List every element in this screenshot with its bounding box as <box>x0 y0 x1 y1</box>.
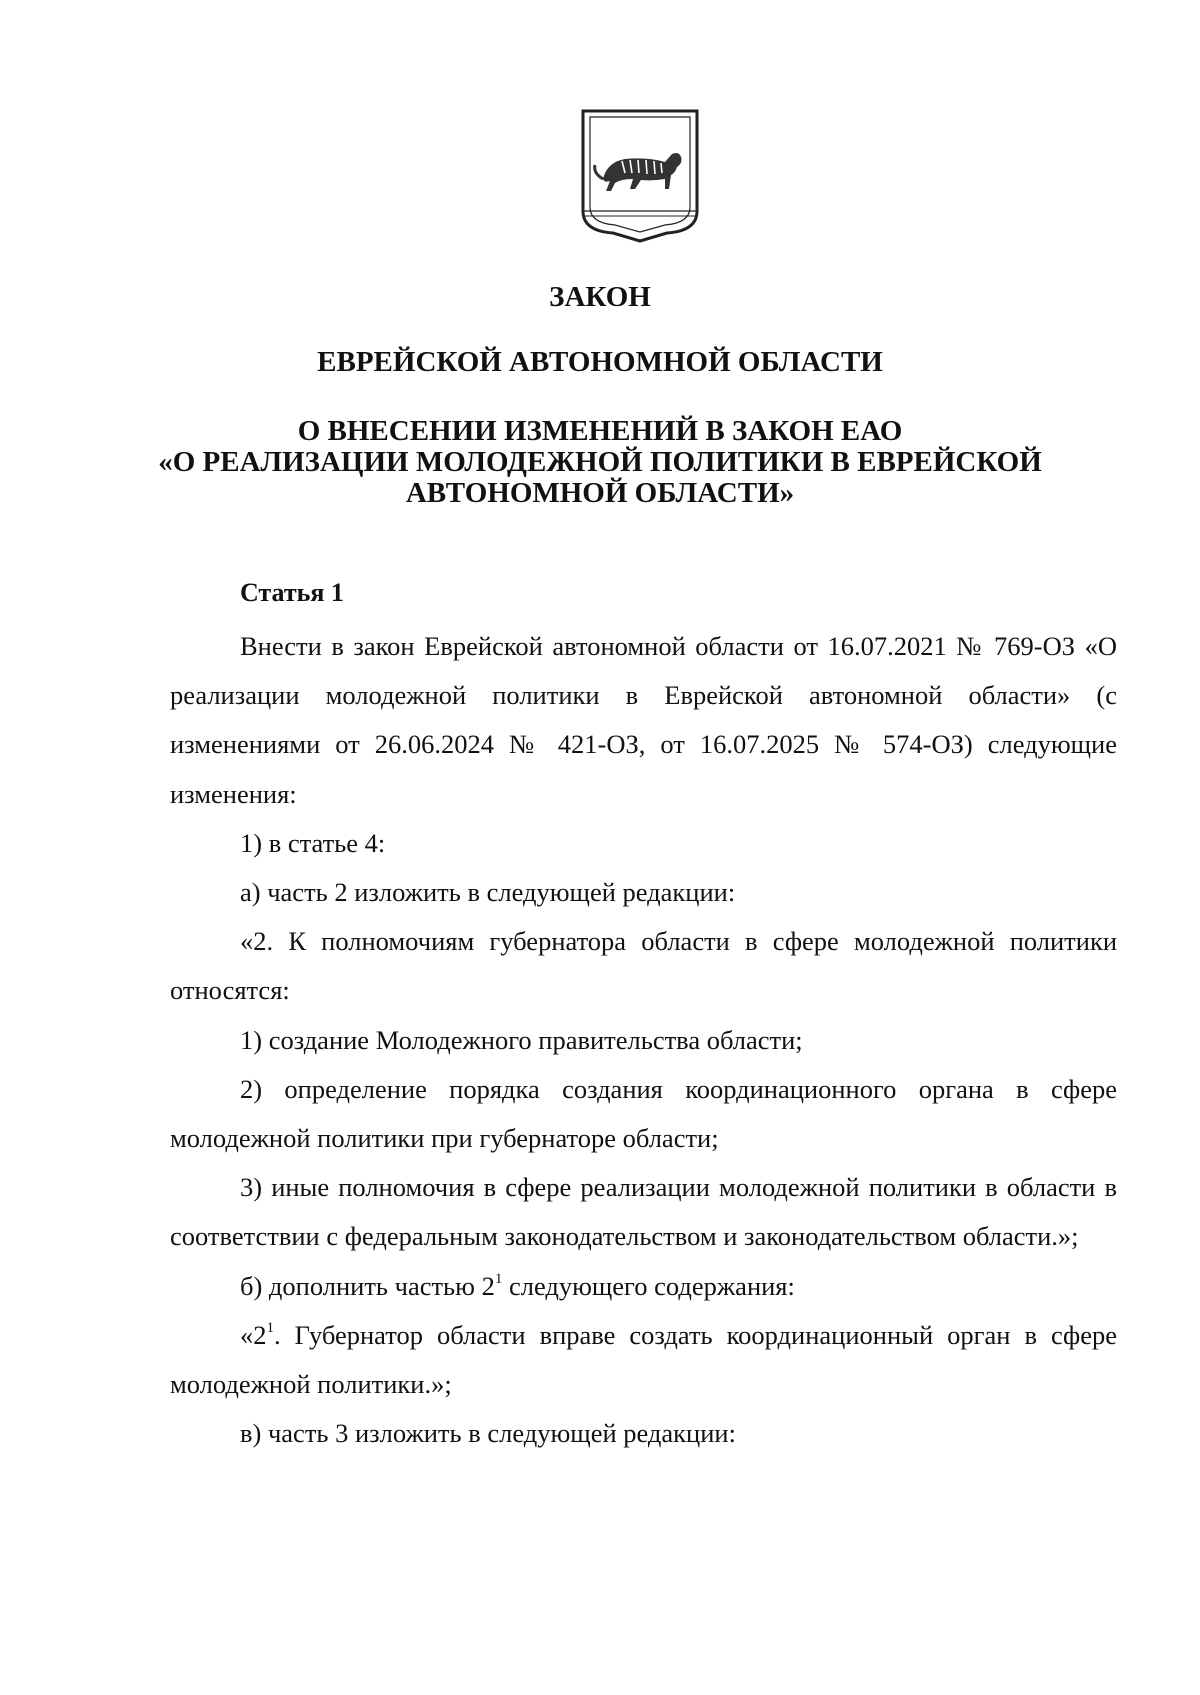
coat-of-arms-emblem <box>577 107 703 244</box>
item-1b-prefix: б) дополнить частью 2 <box>240 1270 495 1301</box>
article-heading: Статья 1 <box>240 578 344 607</box>
document-type-heading: ЗАКОН <box>549 281 651 313</box>
quoted-subitem-2: 2) определение порядка создания координационного органа в сфере молодежной политики при губернаторе области; <box>170 1073 1117 1154</box>
quoted-subitem-1: 1) создание Молодежного правительства области; <box>240 1024 803 1055</box>
item-1b-superscript: 1 <box>494 1270 503 1287</box>
article-intro-paragraph: Внести в закон Еврейской автономной области от 16.07.2021 № 769-ОЗ «О реализации молодежной политики в Еврейской автономной области» (с изменениями от 26.06.2024 № 421-ОЗ, от 16.07.2025 № 574-ОЗ) следующие изменения: <box>170 631 1117 809</box>
quoted-subitem-3: 3) иные полномочия в сфере реализации молодежной политики в области в соответствии с федеральным законодательством и законодательством области.»; <box>170 1172 1117 1252</box>
tiger-shield-icon <box>577 107 703 244</box>
amendment-item-1v: в) часть 3 изложить в следующей редакции: <box>240 1418 736 1449</box>
region-heading: ЕВРЕЙСКОЙ АВТОНОМНОЙ ОБЛАСТИ <box>317 346 883 378</box>
law-title-line-2: «О РЕАЛИЗАЦИИ МОЛОДЕЖНОЙ ПОЛИТИКИ В ЕВРЕЙСКОЙ <box>158 446 1042 478</box>
article-body <box>170 622 1117 1458</box>
quoted-part-2-1 <box>170 1311 1117 1409</box>
amendment-item-1a: а) часть 2 изложить в следующей редакции: <box>240 877 736 908</box>
law-title-line-3: АВТОНОМНОЙ ОБЛАСТИ» <box>405 477 795 509</box>
law-title-line-1: О ВНЕСЕНИИ ИЗМЕНЕНИЙ В ЗАКОН ЕАО <box>297 415 903 447</box>
quote-2-1-text: . Губернатор области вправе создать координационный орган в сфере молодежной политики.»; <box>170 1319 1117 1400</box>
quote-2-1-prefix: «2 <box>240 1319 267 1350</box>
amendment-item-1: 1) в статье 4: <box>240 827 386 858</box>
amendment-item-1b <box>170 1262 1117 1311</box>
law-title <box>0 416 1200 509</box>
quote-2-1-superscript: 1 <box>266 1320 274 1337</box>
quoted-part-2-intro: «2. К полномочиям губернатора области в сфере молодежной политики относятся: <box>170 926 1117 1006</box>
item-1b-suffix: следующего содержания: <box>502 1270 795 1301</box>
